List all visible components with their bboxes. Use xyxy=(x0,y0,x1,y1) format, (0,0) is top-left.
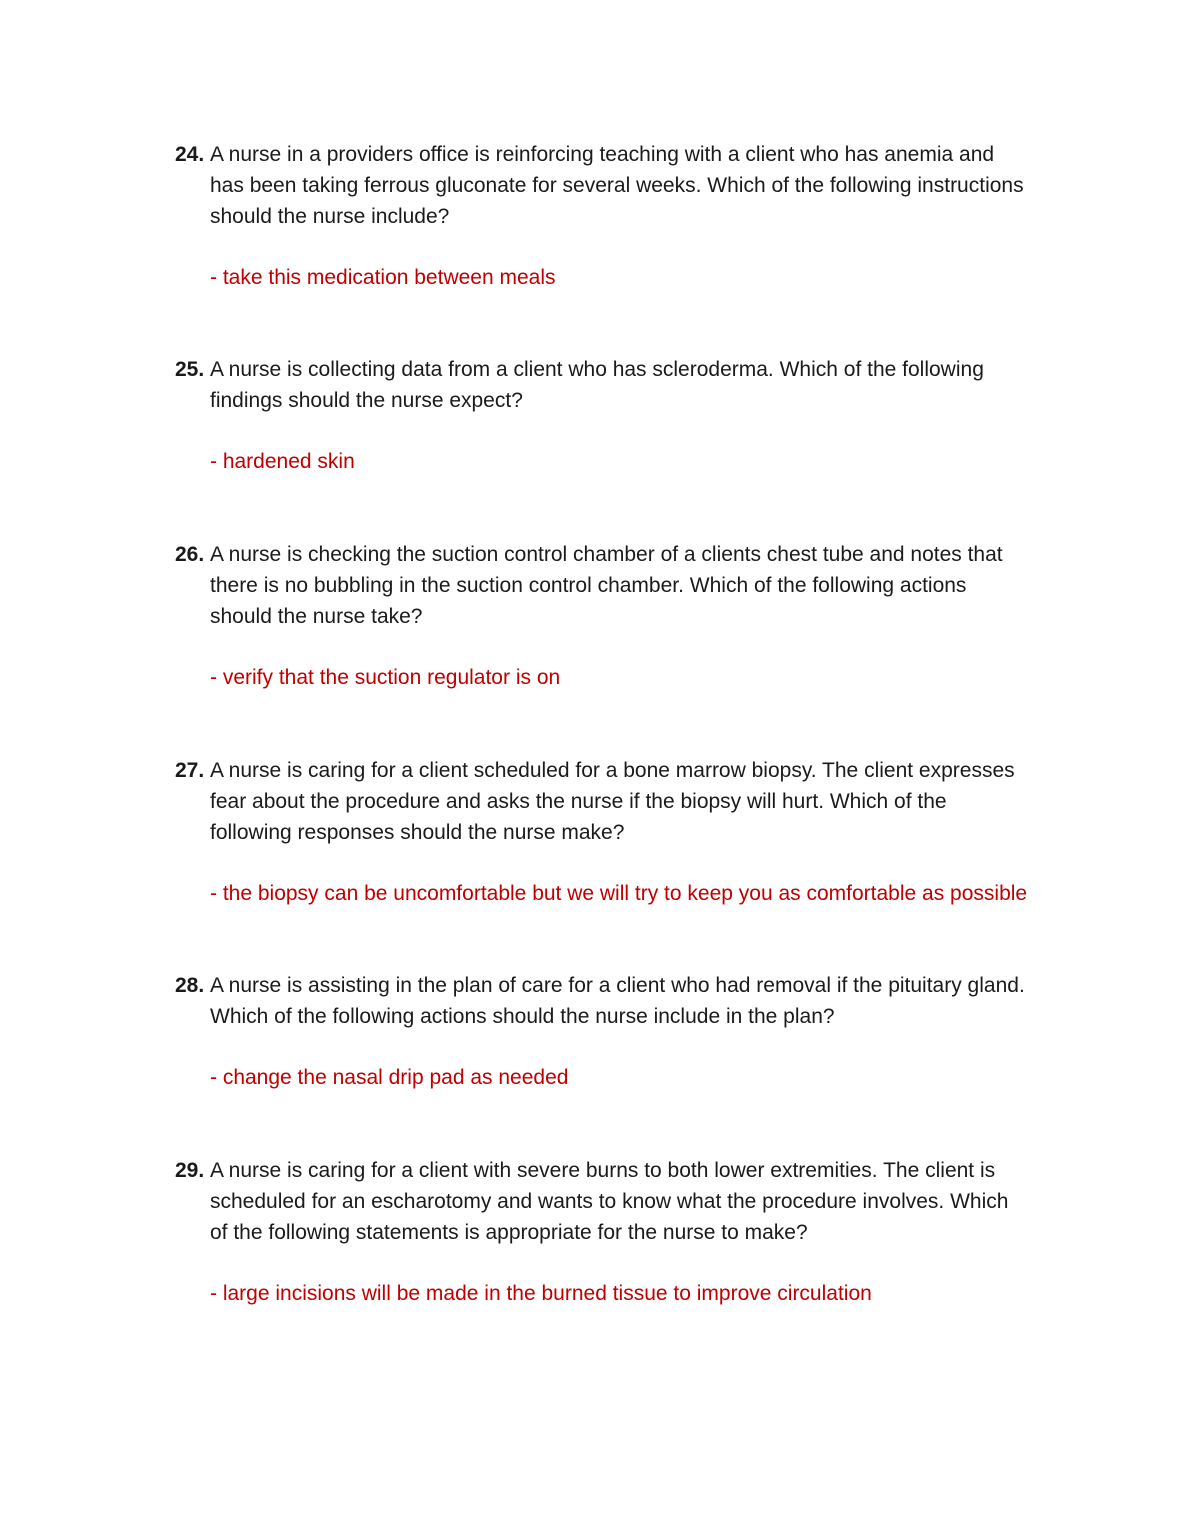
question-header xyxy=(175,970,1075,1032)
answer-text: - take this medication between meals xyxy=(210,266,556,289)
question-number: 28. xyxy=(175,974,205,997)
question-number: 29. xyxy=(175,1159,205,1182)
question-text-line: A nurse is caring for a client with severe burns to both lower extremities. The client is xyxy=(210,1159,996,1182)
question-number: 25. xyxy=(175,358,205,381)
question-text-line: following responses should the nurse make? xyxy=(210,821,625,844)
question-header xyxy=(175,139,1075,232)
question-25 xyxy=(175,354,1075,477)
question-text-line: of the following statements is appropriate for the nurse to make? xyxy=(210,1221,808,1244)
question-header xyxy=(175,354,1075,416)
question-text-line: A nurse is checking the suction control chamber of a clients chest tube and notes that xyxy=(210,543,1003,566)
question-number: 26. xyxy=(175,543,205,566)
answer-text: - the biopsy can be uncomfortable but we will try to keep you as comfortable as possible xyxy=(210,882,1028,905)
answer-text: - change the nasal drip pad as needed xyxy=(210,1066,569,1089)
answer-text: - hardened skin xyxy=(210,450,355,473)
question-text-line: has been taking ferrous gluconate for several weeks. Which of the following instructions xyxy=(210,174,1024,197)
question-header xyxy=(175,755,1075,848)
question-27 xyxy=(175,755,1075,909)
question-text-line: should the nurse take? xyxy=(210,605,423,628)
question-text-line: findings should the nurse expect? xyxy=(210,389,523,412)
question-text-line: A nurse in a providers office is reinforcing teaching with a client who has anemia and xyxy=(210,143,995,166)
question-24 xyxy=(175,139,1075,293)
question-text-line: should the nurse include? xyxy=(210,205,450,228)
question-29 xyxy=(175,1155,1075,1309)
question-number: 24. xyxy=(175,143,205,166)
question-text-line: scheduled for an escharotomy and wants to know what the procedure involves. Which xyxy=(210,1190,1009,1213)
question-header xyxy=(175,539,1075,632)
question-text-line: fear about the procedure and asks the nurse if the biopsy will hurt. Which of the xyxy=(210,790,947,813)
question-header xyxy=(175,1155,1075,1248)
question-text-line: A nurse is caring for a client scheduled for a bone marrow biopsy. The client expresses xyxy=(210,759,1015,782)
question-text-line: A nurse is assisting in the plan of care for a client who had removal if the pituitary gland. xyxy=(210,974,1025,997)
question-text-line: A nurse is collecting data from a client who has scleroderma. Which of the following xyxy=(210,358,984,381)
question-28 xyxy=(175,970,1075,1093)
question-number: 27. xyxy=(175,759,205,782)
question-text-line: Which of the following actions should the nurse include in the plan? xyxy=(210,1005,835,1028)
answer-text: - verify that the suction regulator is on xyxy=(210,666,561,689)
answer-text: - large incisions will be made in the burned tissue to improve circulation xyxy=(210,1282,872,1305)
question-26 xyxy=(175,539,1075,693)
question-text-line: there is no bubbling in the suction control chamber. Which of the following actions xyxy=(210,574,967,597)
